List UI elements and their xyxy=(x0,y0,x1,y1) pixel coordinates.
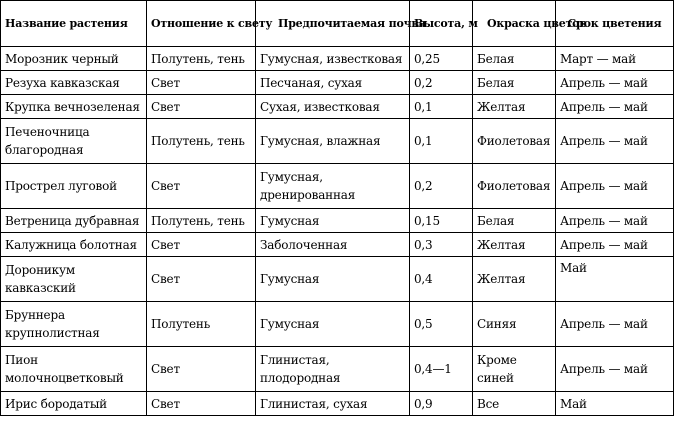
cell-bloom: Март — май xyxy=(556,47,674,71)
cell-color: Желтая xyxy=(473,95,556,119)
cell-light: Свет xyxy=(147,257,256,302)
table-row xyxy=(1,392,674,416)
cell-color: Синяя xyxy=(473,302,556,347)
table-row xyxy=(1,95,674,119)
cell-light: Свет xyxy=(147,95,256,119)
cell-light: Полутень, тень xyxy=(147,119,256,164)
table-row xyxy=(1,347,674,392)
cell-soil: Сухая, известковая xyxy=(256,95,410,119)
cell-height: 0,2 xyxy=(410,71,473,95)
cell-bloom: Апрель — май xyxy=(556,95,674,119)
header-plant-name: Название растения xyxy=(1,1,147,47)
cell-light: Полутень, тень xyxy=(147,209,256,233)
cell-soil: Глинистая, сухая xyxy=(256,392,410,416)
cell-light: Свет xyxy=(147,164,256,209)
cell-bloom: Апрель — май xyxy=(556,71,674,95)
cell-light: Свет xyxy=(147,71,256,95)
cell-light: Свет xyxy=(147,392,256,416)
cell-height: 0,15 xyxy=(410,209,473,233)
table-row xyxy=(1,119,674,164)
cell-height: 0,5 xyxy=(410,302,473,347)
cell-plant-name: Пион молочноцветковый xyxy=(1,347,147,392)
cell-bloom: Май xyxy=(556,257,674,302)
cell-height: 0,9 xyxy=(410,392,473,416)
cell-bloom: Апрель — май xyxy=(556,302,674,347)
cell-plant-name: Морозник черный xyxy=(1,47,147,71)
cell-plant-name: Прострел луговой xyxy=(1,164,147,209)
cell-soil: Гумусная, влажная xyxy=(256,119,410,164)
header-row xyxy=(1,1,674,47)
cell-height: 0,4—1 xyxy=(410,347,473,392)
table-row xyxy=(1,233,674,257)
header-soil: Предпочитаемая почва xyxy=(256,1,410,47)
cell-plant-name: Крупка вечнозеленая xyxy=(1,95,147,119)
cell-soil: Гумусная xyxy=(256,209,410,233)
cell-height: 0,2 xyxy=(410,164,473,209)
cell-color: Белая xyxy=(473,209,556,233)
cell-light: Полутень xyxy=(147,302,256,347)
cell-light: Свет xyxy=(147,233,256,257)
table-row xyxy=(1,302,674,347)
cell-soil: Гумусная, известковая xyxy=(256,47,410,71)
cell-height: 0,1 xyxy=(410,95,473,119)
cell-plant-name: Резуха кавказская xyxy=(1,71,147,95)
cell-color: Желтая xyxy=(473,233,556,257)
cell-soil: Гумусная xyxy=(256,257,410,302)
cell-bloom: Апрель — май xyxy=(556,347,674,392)
cell-bloom: Май xyxy=(556,392,674,416)
cell-bloom: Апрель — май xyxy=(556,119,674,164)
cell-bloom: Апрель — май xyxy=(556,233,674,257)
cell-soil: Глинистая, плодородная xyxy=(256,347,410,392)
header-color: Окраска цветов xyxy=(473,1,556,47)
cell-plant-name: Ирис бородатый xyxy=(1,392,147,416)
cell-height: 0,25 xyxy=(410,47,473,71)
cell-plant-name: Дороникум кавказский xyxy=(1,257,147,302)
cell-height: 0,3 xyxy=(410,233,473,257)
header-bloom: Срок цветения xyxy=(556,1,674,47)
cell-plant-name: Ветреница дубравная xyxy=(1,209,147,233)
cell-plant-name: Бруннера крупнолистная xyxy=(1,302,147,347)
cell-color: Фиолетовая xyxy=(473,164,556,209)
cell-color: Белая xyxy=(473,71,556,95)
cell-color: Кроме синей xyxy=(473,347,556,392)
table-row xyxy=(1,257,674,302)
cell-color: Белая xyxy=(473,47,556,71)
cell-color: Все xyxy=(473,392,556,416)
cell-soil: Гумусная xyxy=(256,302,410,347)
table-row xyxy=(1,71,674,95)
cell-plant-name: Печеночница благородная xyxy=(1,119,147,164)
cell-plant-name: Калужница болотная xyxy=(1,233,147,257)
cell-height: 0,1 xyxy=(410,119,473,164)
cell-soil: Гумусная, дренированная xyxy=(256,164,410,209)
header-light: Отношение к свету xyxy=(147,1,256,47)
table-row xyxy=(1,209,674,233)
cell-light: Свет xyxy=(147,347,256,392)
cell-soil: Заболоченная xyxy=(256,233,410,257)
cell-height: 0,4 xyxy=(410,257,473,302)
table-row xyxy=(1,164,674,209)
cell-color: Желтая xyxy=(473,257,556,302)
table-row xyxy=(1,47,674,71)
header-height: Высота, м xyxy=(410,1,473,47)
cell-bloom: Апрель — май xyxy=(556,164,674,209)
cell-light: Полутень, тень xyxy=(147,47,256,71)
cell-color: Фиолетовая xyxy=(473,119,556,164)
cell-bloom: Апрель — май xyxy=(556,209,674,233)
cell-soil: Песчаная, сухая xyxy=(256,71,410,95)
